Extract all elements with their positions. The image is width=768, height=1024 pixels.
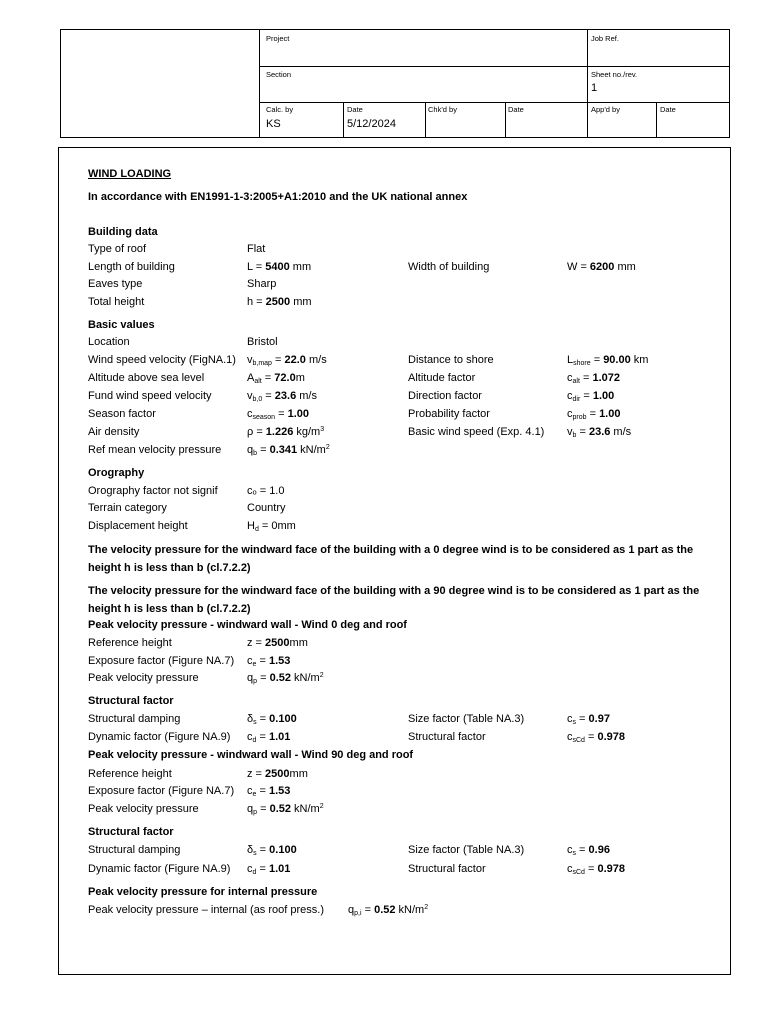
height-label: Total height [88, 296, 145, 308]
length-label: Length of building [88, 261, 175, 273]
size-factor-label: Size factor (Table NA.3) [408, 844, 525, 856]
ref-pressure-label: Ref mean velocity pressure [88, 444, 222, 456]
season-factor-value: $c_{season} = 1.00$ [247, 408, 310, 421]
displacement-label: Displacement height [88, 520, 188, 532]
peak-pressure-value: $q_p = 0.52$ $kN/m^2$ [247, 672, 324, 685]
size-factor-value: $c_s = 0.96$ [567, 844, 610, 857]
date-label: Date [347, 105, 363, 114]
divider [656, 102, 657, 137]
sheet-label: Sheet no./rev. [591, 70, 638, 79]
divider [259, 66, 730, 67]
vmap-label: Wind speed velocity (FigNA.1) [88, 354, 236, 366]
chkd-by-label: Chk'd by [428, 105, 457, 114]
direction-factor-label: Direction factor [408, 390, 482, 402]
divider [259, 30, 260, 137]
sheet-value: 1 [591, 82, 598, 94]
ref-height-value: z = 2500mm [247, 637, 308, 649]
orography-factor-value: cₒ = 1.0 [247, 485, 285, 497]
roof-type-label: Type of roof [88, 243, 147, 255]
project-label: Project [266, 34, 290, 43]
eaves-label: Eaves type [88, 278, 143, 290]
dynamic-factor-value: $c_d = 1.01$ [247, 731, 291, 744]
divider [587, 30, 588, 137]
section-heading: Structural factor [88, 826, 174, 838]
internal-pressure-value: $q_{p,i} = 0.52$ $kN/m^2$ [348, 904, 429, 917]
damping-value: $\delta_s = 0.100$ [247, 844, 297, 857]
section-label: Section [266, 70, 292, 79]
date3-label: Date [660, 105, 676, 114]
vmap-value: $v_{b,map} = 22.0$ m/s [247, 354, 327, 367]
internal-pressure-label: Peak velocity pressure – internal (as roof press.) [88, 904, 324, 916]
section-heading: Peak velocity pressure for internal pressure [88, 886, 318, 898]
roof-type-value: Flat [247, 243, 266, 255]
terrain-value: Country [247, 502, 286, 514]
section-heading: Basic values [88, 319, 155, 331]
damping-label: Structural damping [88, 844, 181, 856]
height-value: h = 2500 mm [247, 296, 312, 308]
peak-pressure-label: Peak velocity pressure [88, 672, 199, 684]
shore-value: $L_{shore} = 90.00$ km [567, 354, 649, 367]
altitude-value: $A_{alt} = 72.0m$ [247, 372, 305, 385]
note-90-deg: The velocity pressure for the windward face of the building with a 90 degree wind is to be considered as 1 part as the height h is less than b (cl.7.2.2) [88, 585, 700, 615]
exposure-factor-value: $c_e = 1.53$ [247, 785, 291, 798]
peak-pressure-label: Peak velocity pressure [88, 803, 199, 815]
altitude-factor-label: Altitude factor [408, 372, 476, 384]
divider [343, 102, 344, 137]
season-factor-label: Season factor [88, 408, 156, 420]
probability-factor-label: Probability factor [408, 408, 490, 420]
air-density-label: Air density [88, 426, 140, 438]
calc-sheet [58, 147, 731, 975]
eaves-value: Sharp [247, 278, 277, 290]
section-heading: Building data [88, 226, 158, 238]
structural-factor-label: Structural factor [408, 731, 486, 743]
section-heading: Peak velocity pressure - windward wall - Wind 90 deg and roof [88, 749, 414, 761]
damping-label: Structural damping [88, 713, 181, 725]
note-0-deg: The velocity pressure for the windward face of the building with a 0 degree wind is to be considered as 1 part as the height h is less than b (cl.7.2.2) [88, 544, 694, 574]
divider [505, 102, 506, 137]
orography-factor-label: Orography factor not signif [88, 485, 218, 497]
width-value: W = 6200 mm [567, 261, 636, 273]
altitude-factor-value: $c_{alt} = 1.072$ [567, 372, 620, 385]
damping-value: $\delta_s = 0.100$ [247, 713, 297, 726]
direction-factor-value: $c_{dir} = 1.00$ [567, 390, 615, 403]
section-heading: Peak velocity pressure - windward wall - Wind 0 deg and roof [88, 619, 407, 631]
terrain-label: Terrain category [88, 502, 167, 514]
structural-factor-value: $c_{sCd} = 0.978$ [567, 863, 626, 876]
calc-by-label: Calc. by [266, 105, 294, 114]
location-label: Location [88, 336, 130, 348]
section-heading: Orography [88, 467, 145, 479]
ref-height-label: Reference height [88, 637, 172, 649]
fund-speed-label: Fund wind speed velocity [88, 390, 212, 402]
peak-pressure-value: $q_p = 0.52$ $kN/m^2$ [247, 803, 324, 816]
exposure-factor-label: Exposure factor (Figure NA.7) [88, 785, 235, 797]
doc-title: WIND LOADING [88, 168, 172, 180]
divider [425, 102, 426, 137]
fund-speed-value: $v_{b,0} = 23.6$ m/s [247, 390, 317, 403]
basic-wind-speed-label: Basic wind speed (Exp. 4.1) [408, 426, 545, 438]
appd-by-label: App'd by [591, 105, 620, 114]
calc-by-value: KS [266, 118, 281, 130]
basic-wind-speed-value: $v_b = 23.6$ m/s [567, 426, 632, 439]
dynamic-factor-label: Dynamic factor (Figure NA.9) [88, 731, 231, 743]
structural-factor-label: Structural factor [408, 863, 486, 875]
exposure-factor-value: $c_e = 1.53$ [247, 655, 291, 668]
divider [259, 102, 730, 103]
size-factor-value: $c_s = 0.97$ [567, 713, 610, 726]
exposure-factor-label: Exposure factor (Figure NA.7) [88, 655, 235, 667]
altitude-label: Altitude above sea level [88, 372, 205, 384]
ref-pressure-value: $q_b = 0.341$ $kN/m^2$ [247, 444, 330, 457]
air-density-value: ρ = 1.226 $kg/m^3$ [247, 426, 325, 438]
date2-label: Date [508, 105, 524, 114]
job-ref-label: Job Ref. [591, 34, 619, 43]
structural-factor-value: $c_{sCd} = 0.978$ [567, 731, 626, 744]
location-value: Bristol [247, 336, 278, 348]
date-value: 5/12/2024 [347, 118, 396, 130]
shore-label: Distance to shore [408, 354, 494, 366]
displacement-value: $H_d = 0mm$ [247, 520, 296, 533]
width-label: Width of building [408, 261, 490, 273]
probability-factor-value: $c_{prob} = 1.00$ [567, 408, 621, 421]
dynamic-factor-label: Dynamic factor (Figure NA.9) [88, 863, 231, 875]
title-block [60, 29, 730, 138]
size-factor-label: Size factor (Table NA.3) [408, 713, 525, 725]
length-value: L = 5400 mm [247, 261, 312, 273]
doc-standard: In accordance with EN1991-1-3:2005+A1:2010 and the UK national annex [88, 191, 468, 203]
dynamic-factor-value: $c_d = 1.01$ [247, 863, 291, 876]
ref-height-value: z = 2500mm [247, 768, 308, 780]
section-heading: Structural factor [88, 695, 174, 707]
ref-height-label: Reference height [88, 768, 172, 780]
